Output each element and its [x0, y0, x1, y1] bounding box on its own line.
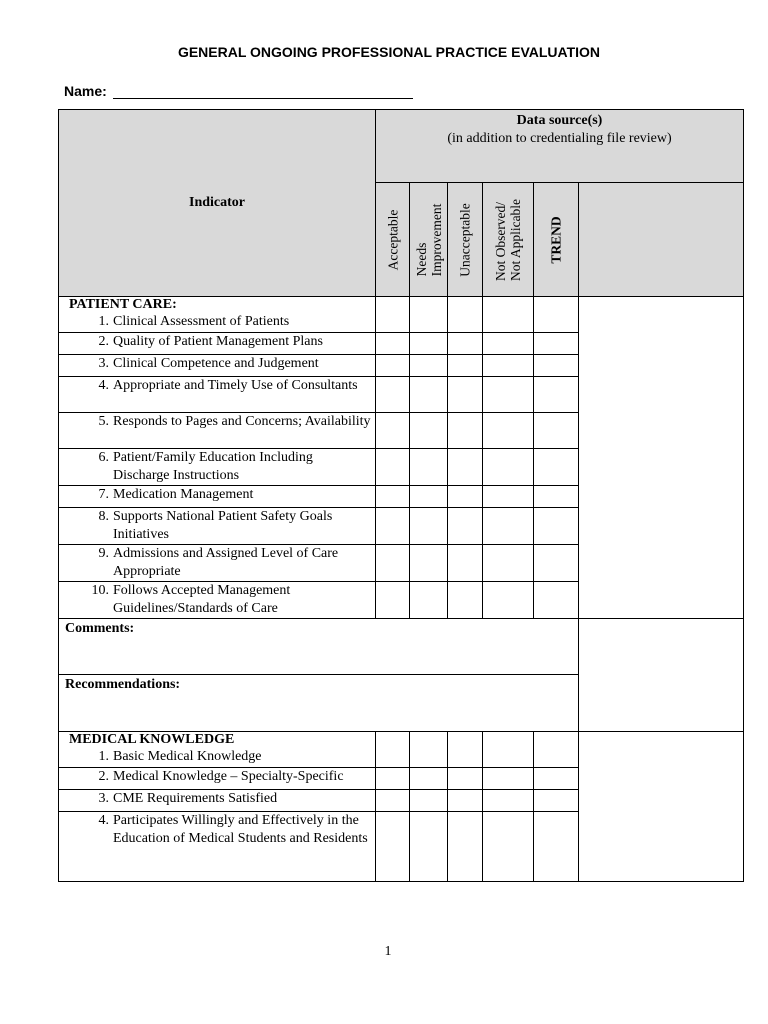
rating-cell-unacceptable[interactable] [448, 732, 483, 768]
rating-cell-not-observed[interactable] [483, 508, 534, 545]
column-header-unacceptable: Unacceptable [448, 183, 483, 297]
rating-cell-needs-improvement[interactable] [410, 486, 448, 508]
rating-cell-acceptable[interactable] [376, 413, 410, 449]
rating-cell-unacceptable[interactable] [448, 768, 483, 790]
indicator-label: Follows Accepted Management Guidelines/Standards of Care [113, 583, 291, 616]
indicator-item [63, 355, 371, 373]
indicator-number: 10. [91, 583, 109, 598]
rating-cell-not-observed[interactable] [483, 449, 534, 486]
indicator-cell [59, 508, 376, 545]
rating-cell-trend[interactable] [534, 812, 579, 882]
indicator-label: CME Requirements Satisfied [113, 791, 278, 806]
indicator-number: 8. [98, 509, 109, 524]
rating-cell-acceptable[interactable] [376, 377, 410, 413]
comments-label: Comments: [65, 621, 135, 636]
data-source-header [376, 110, 744, 183]
data-source-title: Data source(s) [516, 113, 603, 128]
indicator-cell [59, 790, 376, 812]
recommendations-label: Recommendations: [65, 677, 181, 692]
name-row [64, 82, 413, 99]
column-header-needs-improvement: Needs Improvement [410, 183, 448, 297]
rating-cell-needs-improvement[interactable] [410, 732, 448, 768]
rating-cell-acceptable[interactable] [376, 449, 410, 486]
notes-cell[interactable] [579, 732, 744, 882]
indicator-label: Patient/Family Education Including Discharge Instructions [113, 450, 313, 483]
name-field[interactable] [113, 82, 413, 99]
rating-cell-acceptable[interactable] [376, 486, 410, 508]
rating-cell-trend[interactable] [534, 486, 579, 508]
rating-cell-needs-improvement[interactable] [410, 812, 448, 882]
rating-cell-acceptable[interactable] [376, 355, 410, 377]
indicator-number: 2. [98, 769, 109, 784]
indicator-cell [59, 355, 376, 377]
indicator-item [63, 545, 371, 581]
indicator-label: Clinical Assessment of Patients [113, 314, 290, 329]
indicator-item [63, 748, 371, 766]
rating-cell-acceptable[interactable] [376, 732, 410, 768]
rating-cell-unacceptable[interactable] [448, 790, 483, 812]
indicator-number: 3. [98, 791, 109, 806]
indicator-item [63, 377, 371, 395]
indicator-cell [59, 486, 376, 508]
indicator-label: Admissions and Assigned Level of Care Appropriate [113, 546, 339, 579]
indicator-cell [59, 582, 376, 619]
rating-cell-needs-improvement[interactable] [410, 768, 448, 790]
indicator-number: 9. [98, 546, 109, 561]
indicator-number: 2. [98, 334, 109, 349]
indicator-label: Responds to Pages and Concerns; Availability [113, 414, 371, 429]
section-title: PATIENT CARE: [69, 297, 177, 312]
table-row [59, 732, 744, 768]
comments-field[interactable] [59, 619, 579, 675]
indicator-label: Medical Knowledge – Specialty-Specific [113, 769, 344, 784]
rating-cell-trend[interactable] [534, 413, 579, 449]
rating-cell-acceptable[interactable] [376, 812, 410, 882]
indicator-number: 1. [98, 314, 109, 329]
rating-cell-not-observed[interactable] [483, 377, 534, 413]
rating-cell-not-observed[interactable] [483, 768, 534, 790]
indicator-cell [59, 413, 376, 449]
rating-cell-unacceptable[interactable] [448, 812, 483, 882]
rating-cell-unacceptable[interactable] [448, 297, 483, 333]
rating-cell-not-observed[interactable] [483, 297, 534, 333]
indicator-number: 5. [98, 414, 109, 429]
rating-cell-unacceptable[interactable] [448, 486, 483, 508]
rating-cell-trend[interactable] [534, 508, 579, 545]
rating-cell-trend[interactable] [534, 333, 579, 355]
indicator-label: Supports National Patient Safety Goals Initiatives [113, 509, 333, 542]
column-header-blank [579, 183, 744, 297]
indicator-number: 1. [98, 749, 109, 764]
indicator-item [63, 449, 371, 485]
indicator-label: Medication Management [113, 487, 254, 502]
rating-cell-not-observed[interactable] [483, 790, 534, 812]
indicator-item [63, 508, 371, 544]
rating-cell-trend[interactable] [534, 582, 579, 619]
indicator-label: Quality of Patient Management Plans [113, 334, 323, 349]
indicator-item [63, 812, 371, 848]
rating-cell-not-observed[interactable] [483, 333, 534, 355]
rating-cell-not-observed[interactable] [483, 812, 534, 882]
indicator-item [63, 413, 371, 431]
rating-cell-not-observed[interactable] [483, 732, 534, 768]
rating-cell-trend[interactable] [534, 732, 579, 768]
column-header-acceptable: Acceptable [376, 183, 410, 297]
evaluation-table [58, 109, 744, 882]
indicator-item [63, 790, 371, 808]
indicator-cell [59, 297, 376, 333]
notes-cell-comments [579, 619, 744, 732]
indicator-number: 4. [98, 813, 109, 828]
indicator-number: 3. [98, 356, 109, 371]
document-title: GENERAL ONGOING PROFESSIONAL PRACTICE EVALUATION [177, 44, 601, 60]
rating-cell-acceptable[interactable] [376, 333, 410, 355]
data-source-subtitle: (in addition to credentialing file review) [447, 131, 672, 146]
rating-cell-unacceptable[interactable] [448, 449, 483, 486]
section-title: MEDICAL KNOWLEDGE [69, 732, 235, 747]
recommendations-field[interactable] [59, 675, 579, 732]
comments-row [59, 619, 744, 675]
rating-cell-trend[interactable] [534, 449, 579, 486]
indicator-cell [59, 377, 376, 413]
rating-cell-not-observed[interactable] [483, 413, 534, 449]
indicator-label: Appropriate and Timely Use of Consultants [113, 378, 358, 393]
rating-cell-needs-improvement[interactable] [410, 582, 448, 619]
indicator-header: Indicator [59, 110, 376, 297]
rating-cell-acceptable[interactable] [376, 582, 410, 619]
rating-cell-acceptable[interactable] [376, 297, 410, 333]
rating-cell-trend[interactable] [534, 297, 579, 333]
name-label: Name: [64, 83, 107, 99]
table-row [59, 297, 744, 333]
rating-cell-unacceptable[interactable] [448, 413, 483, 449]
rating-cell-not-observed[interactable] [483, 582, 534, 619]
rating-cell-acceptable[interactable] [376, 790, 410, 812]
column-header-not-observed: Not Observed/ Not Applicable [483, 183, 534, 297]
indicator-cell [59, 768, 376, 790]
indicator-item [63, 486, 371, 504]
indicator-cell [59, 545, 376, 582]
indicator-cell [59, 449, 376, 486]
indicator-cell [59, 333, 376, 355]
indicator-cell [59, 812, 376, 882]
rating-cell-needs-improvement[interactable] [410, 790, 448, 812]
rating-cell-unacceptable[interactable] [448, 355, 483, 377]
rating-cell-needs-improvement[interactable] [410, 508, 448, 545]
rating-cell-needs-improvement[interactable] [410, 355, 448, 377]
rating-cell-unacceptable[interactable] [448, 508, 483, 545]
rating-cell-not-observed[interactable] [483, 545, 534, 582]
rating-cell-trend[interactable] [534, 768, 579, 790]
column-header-trend: TREND [534, 183, 579, 297]
indicator-item [63, 582, 371, 618]
indicator-number: 4. [98, 378, 109, 393]
indicator-item [63, 313, 371, 331]
rating-cell-needs-improvement[interactable] [410, 377, 448, 413]
rating-cell-trend[interactable] [534, 377, 579, 413]
rating-cell-unacceptable[interactable] [448, 333, 483, 355]
rating-cell-not-observed[interactable] [483, 486, 534, 508]
notes-cell[interactable] [579, 297, 744, 619]
rating-cell-unacceptable[interactable] [448, 377, 483, 413]
rating-cell-acceptable[interactable] [376, 768, 410, 790]
rating-cell-acceptable[interactable] [376, 508, 410, 545]
indicator-number: 6. [98, 450, 109, 465]
rating-cell-trend[interactable] [534, 355, 579, 377]
indicator-label: Basic Medical Knowledge [113, 749, 262, 764]
indicator-label: Participates Willingly and Effectively in the Education of Medical Students and Residents [113, 813, 368, 846]
rating-cell-acceptable[interactable] [376, 545, 410, 582]
rating-cell-not-observed[interactable] [483, 355, 534, 377]
rating-cell-needs-improvement[interactable] [410, 413, 448, 449]
rating-cell-unacceptable[interactable] [448, 582, 483, 619]
rating-cell-unacceptable[interactable] [448, 545, 483, 582]
rating-cell-needs-improvement[interactable] [410, 545, 448, 582]
indicator-label: Clinical Competence and Judgement [113, 356, 319, 371]
page-number: 1 [384, 944, 392, 959]
indicator-item [63, 768, 371, 786]
rating-cell-needs-improvement[interactable] [410, 333, 448, 355]
indicator-cell [59, 732, 376, 768]
rating-cell-trend[interactable] [534, 545, 579, 582]
rating-cell-needs-improvement[interactable] [410, 449, 448, 486]
indicator-item [63, 333, 371, 351]
rating-cell-needs-improvement[interactable] [410, 297, 448, 333]
rating-cell-trend[interactable] [534, 790, 579, 812]
indicator-number: 7. [98, 487, 109, 502]
